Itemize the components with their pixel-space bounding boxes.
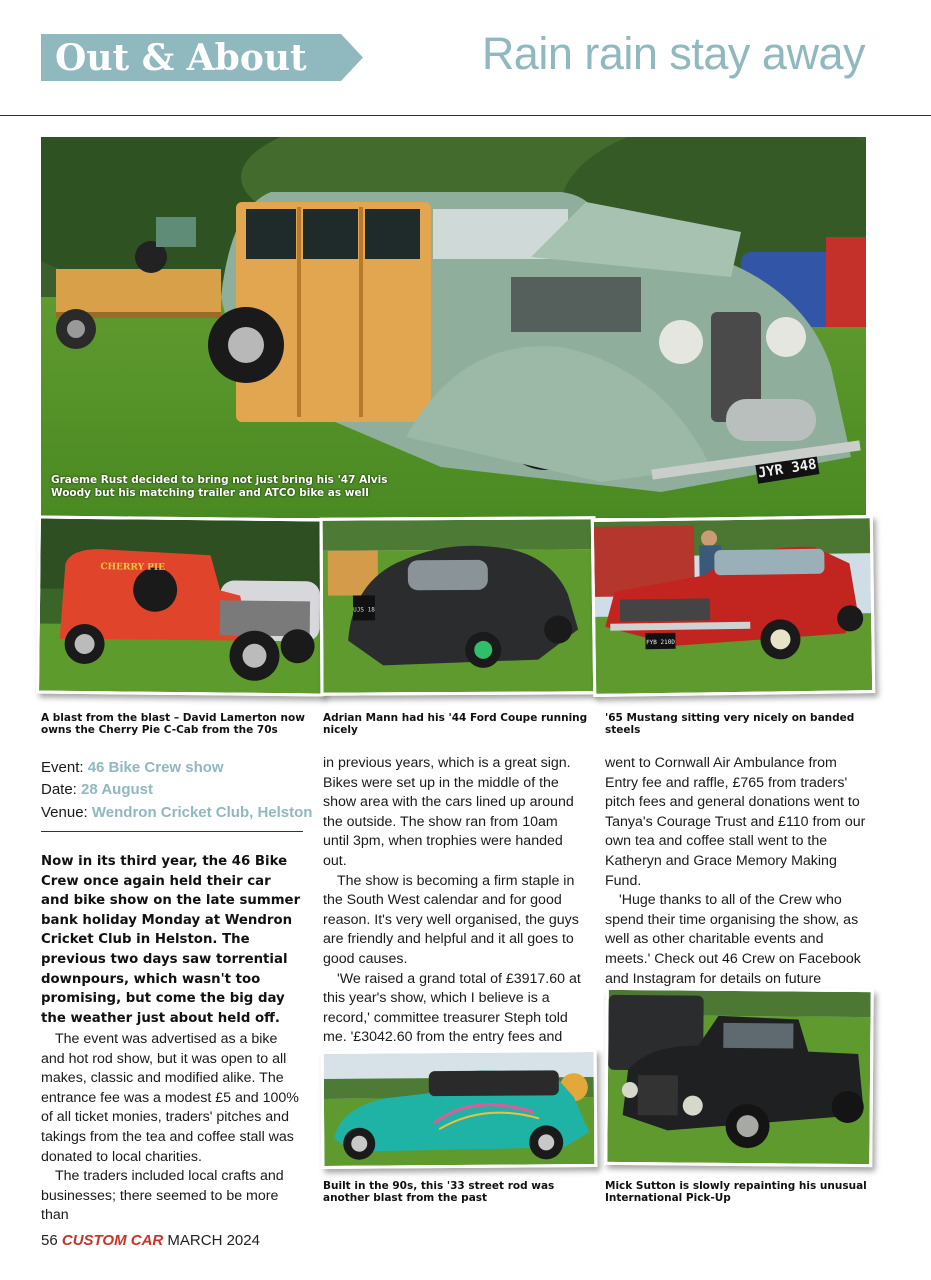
date-line bbox=[41, 781, 153, 798]
issue-date: MARCH 2024 bbox=[167, 1232, 260, 1249]
venue-label: Venue: bbox=[41, 804, 88, 821]
mustang-caption: '65 Mustang sitting very nicely on banded steels bbox=[605, 712, 855, 736]
section-tab bbox=[41, 34, 363, 81]
article-column-3 bbox=[605, 754, 867, 1009]
page-number: 56 bbox=[41, 1232, 58, 1249]
ford-coupe-photo bbox=[320, 516, 597, 695]
info-rule bbox=[41, 831, 303, 832]
col1-paragraph-1: The event was advertised as a bike and hot rod show, but it was open to all makes, classic and modified alike. The entrance fee was a modest £5 and 100% of all ticket monies, traders' pitches and takings from the tea and coffee stall was donated to local charities. bbox=[41, 1031, 299, 1165]
street-rod-photo bbox=[321, 1049, 598, 1169]
col2-paragraph-2: The show is becoming a firm staple in the South West calendar and for good reason. It's very well organised, the guys are friendly and helpful and it all goes to good causes. bbox=[323, 872, 579, 967]
col1-paragraph-2: The traders included local crafts and businesses; there seemed to be more than bbox=[41, 1168, 284, 1224]
hero-plate-text: JYR 348 bbox=[756, 456, 818, 482]
article-column-1 bbox=[41, 1030, 303, 1226]
col3-paragraph-2: 'Huge thanks to all of the Crew who spend their time organising the show, as well as other charitable events and meets.' Check out 46 Crew on Facebook and Instagram for details on future bbox=[605, 892, 861, 987]
mustang-photo bbox=[591, 515, 875, 697]
header-rule bbox=[0, 115, 931, 116]
date-value: 28 August bbox=[81, 781, 153, 798]
ford-plate: UJS 18 bbox=[353, 606, 375, 614]
event-line bbox=[41, 759, 224, 776]
pickup-photo bbox=[604, 987, 874, 1167]
page-footer bbox=[41, 1232, 260, 1249]
venue-line bbox=[41, 804, 312, 821]
section-label: Out & About bbox=[55, 37, 307, 79]
c-cab-caption: A blast from the blast – David Lamerton now owns the Cherry Pie C-Cab from the 70s bbox=[41, 712, 305, 736]
c-cab-sign: CHERRY PIE bbox=[100, 562, 166, 573]
col2-paragraph-3: 'We raised a grand total of £3917.60 at this year's show, which I believe is a record,' committee treasurer Steph told me. '£3042.60 from the entry fees and bbox=[323, 970, 581, 1046]
article-column-2 bbox=[323, 754, 585, 1068]
event-value: 46 Bike Crew show bbox=[87, 759, 224, 776]
hero-photo bbox=[41, 137, 866, 518]
col2-paragraph-1: in previous years, which is a great sign. Bikes were set up in the middle of the show area with the cars lined up around the outside. The show ran from 10am until 3pm, when trophies were handed out. bbox=[323, 755, 574, 869]
col3-paragraph-1: went to Cornwall Air Ambulance from Entry fee and raffle, £765 from traders' pitch fees and general donations went to Tanya's Courage Trust and £110 from our own tea and coffee stall went to the Katheryn and Grace Memory Making Fund. bbox=[605, 755, 866, 889]
venue-value: Wendron Cricket Club, Helston bbox=[91, 804, 313, 821]
ford-coupe-caption: Adrian Mann had his '44 Ford Coupe running nicely bbox=[323, 712, 588, 736]
page-headline: Rain rain stay away bbox=[481, 28, 865, 79]
date-label: Date: bbox=[41, 781, 77, 798]
hero-caption: Graeme Rust decided to bring not just bring his '47 Alvis Woody but his matching trailer and ATCO bike as well bbox=[51, 474, 388, 499]
pickup-caption: Mick Sutton is slowly repainting his unusual International Pick-Up bbox=[605, 1180, 867, 1204]
event-label: Event: bbox=[41, 759, 84, 776]
c-cab-photo bbox=[36, 515, 326, 696]
street-rod-caption: Built in the 90s, this '33 street rod was another blast from the past bbox=[323, 1180, 555, 1204]
mustang-plate: FYB 210D bbox=[646, 638, 676, 647]
article-intro: Now in its third year, the 46 Bike Crew once again held their car and bike show on the late summer bank holiday Monday at Wendron Cricket Club in Helston. The previous two days saw torrential downpours, which wasn't too promising, but come the big day the weather just about held off. bbox=[41, 854, 301, 1026]
magazine-name: CUSTOM CAR bbox=[61, 1232, 164, 1249]
